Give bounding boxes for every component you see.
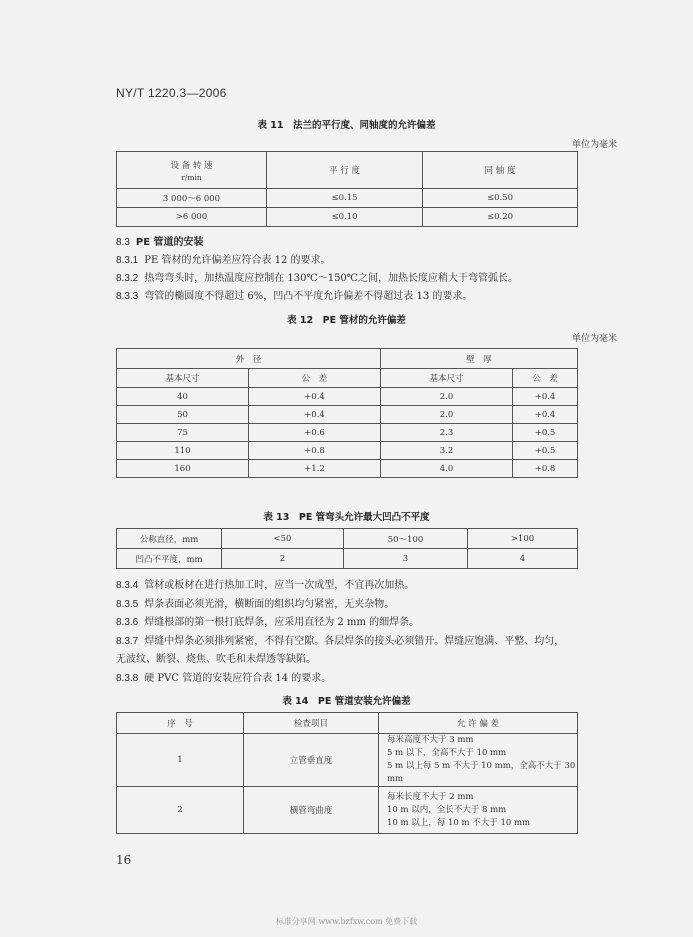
table-13-caption: 表 13 PE 管弯头允许最大凹凸不平度	[263, 512, 430, 523]
standard-number-header: NY/T 1220.3—2006	[116, 86, 227, 100]
table-cell: >6 000	[117, 208, 267, 227]
table-row	[117, 424, 578, 442]
clause-text: 焊条表面必须光滑，横断面的组织均匀紧密，无夹杂物。	[144, 599, 395, 610]
section-title: PE 管道的安装	[135, 237, 204, 248]
table-row	[117, 406, 578, 424]
clause-number: 8.3.5	[116, 599, 139, 610]
col-header-coaxiality: 同 轴 度	[423, 152, 578, 189]
clause-8-3-2	[116, 271, 586, 286]
row-header-nominal-diameter: 公称直径，mm	[117, 529, 222, 549]
table-cell: 2.3	[381, 424, 513, 442]
table-row	[117, 208, 578, 227]
clause-text: PE 管材的允许偏差应符合表 12 的要求。	[144, 255, 331, 266]
clause-text: 焊缝根部的第一根打底焊条，应采用直径为 2 mm 的细焊条。	[144, 617, 420, 628]
table-cell: +0.8	[249, 442, 381, 460]
col-header-speed-unit: r/min	[181, 172, 202, 182]
table-cell: +1.2	[249, 460, 381, 478]
clause-8-3-7	[116, 634, 586, 649]
row-header-unevenness: 凹凸不平度，mm	[117, 549, 222, 569]
clause-number: 8.3.8	[116, 673, 139, 684]
table-cell: +0.4	[513, 388, 578, 406]
table-cell: +0.8	[513, 460, 578, 478]
table-header-row	[117, 369, 578, 388]
table-cell: +0.5	[513, 442, 578, 460]
table-cell: 50～100	[344, 529, 468, 549]
table-cell: 4.0	[381, 460, 513, 478]
col-header-parallelism: 平 行 度	[267, 152, 423, 189]
deviation-line: 10 m 以内，全长不大于 8 mm	[387, 804, 507, 815]
table-cell: +0.5	[513, 424, 578, 442]
clause-8-3-5	[116, 597, 586, 612]
section-8-3-heading	[116, 235, 586, 250]
clause-number: 8.3.3	[116, 291, 139, 302]
table-cell: +0.6	[249, 424, 381, 442]
table-header-row	[117, 152, 578, 189]
table-11	[116, 151, 578, 227]
table-cell: 4	[468, 549, 578, 569]
table-row	[117, 189, 578, 208]
table-14-caption: 表 14 PE 管道安装允许偏差	[282, 696, 411, 707]
table-row	[117, 787, 578, 834]
table-cell: >100	[468, 529, 578, 549]
deviation-line: 5 m 以下，全高不大于 10 mm	[387, 748, 507, 758]
table-cell: 2.0	[381, 388, 513, 406]
col-header-basic-size: 基本尺寸	[117, 369, 249, 388]
clause-text: 焊缝中焊条必须排列紧密，不得有空隙。各层焊条的接头必须错开。焊缝应饱满、平整、均匀，	[144, 636, 565, 647]
table-cell: 3.2	[381, 442, 513, 460]
clause-text: 热弯弯头时，加热温度应控制在 130℃～150℃之间，加热长度应稍大于弯管弧长。	[144, 273, 518, 284]
table-row	[117, 442, 578, 460]
clause-number: 8.3.4	[116, 580, 139, 591]
table-12	[116, 348, 578, 478]
page-number: 16	[116, 853, 132, 867]
clause-8-3-7-continued: 无波纹、断裂、烧焦、吹毛和未焊透等缺陷。	[116, 654, 316, 665]
table-11-caption: 表 11 法兰的平行度、同轴度的允许偏差	[257, 120, 436, 131]
table-cell: 3 000～6 000	[117, 189, 267, 208]
clause-text: 硬 PVC 管道的安装应符合表 14 的要求。	[144, 673, 332, 684]
table-12-caption: 表 12 PE 管材的允许偏差	[287, 315, 406, 326]
clause-8-3-3	[116, 289, 586, 304]
table-cell: +0.4	[513, 406, 578, 424]
table-cell: 1	[117, 734, 244, 787]
table-cell: 110	[117, 442, 249, 460]
deviation-line: 每米高度不大于 3 mm	[387, 735, 474, 745]
section-number: 8.3	[116, 237, 130, 248]
table-cell: <50	[222, 529, 344, 549]
clause-8-3-1	[116, 253, 586, 268]
table-cell: 3	[344, 549, 468, 569]
table-cell: 160	[117, 460, 249, 478]
table-cell: ≤0.10	[267, 208, 423, 227]
group-header-outer-diameter: 外 径	[117, 349, 381, 369]
table-cell: 2.0	[381, 406, 513, 424]
col-header-check-item: 检查项目	[244, 713, 379, 734]
table-cell: ≤0.20	[423, 208, 578, 227]
table-14	[116, 712, 578, 834]
table-cell: ≤0.50	[423, 189, 578, 208]
watermark-footer: 标准分享网 www.bzfxw.com 免费下载	[275, 917, 418, 926]
table-11-unit: 单位为毫米	[571, 140, 617, 150]
clause-number: 8.3.6	[116, 617, 139, 628]
table-cell: 75	[117, 424, 249, 442]
table-cell: +0.4	[249, 388, 381, 406]
clause-number: 8.3.1	[116, 255, 139, 266]
clause-text: 弯管的椭圆度不得超过 6%，凹凸不平度允许偏差不得超过表 13 的要求。	[144, 291, 473, 302]
table-cell: 40	[117, 388, 249, 406]
col-header-serial-no: 序 号	[117, 713, 244, 734]
table-cell	[379, 734, 578, 787]
table-row	[117, 460, 578, 478]
col-header-allowed-deviation: 允 许 偏 差	[379, 713, 578, 734]
table-cell: 横管弯曲度	[244, 787, 379, 834]
table-12-unit: 单位为毫米	[571, 334, 617, 344]
clause-8-3-6	[116, 615, 586, 630]
table-row	[117, 734, 578, 787]
deviation-line: 每米长度不大于 2 mm	[387, 791, 474, 802]
clause-number: 8.3.2	[116, 273, 139, 284]
clause-8-3-8	[116, 671, 586, 686]
table-13	[116, 528, 578, 569]
table-cell: 2	[117, 787, 244, 834]
table-cell	[379, 787, 578, 834]
col-header-speed: 设 备 转 速	[170, 160, 213, 171]
clause-text: 管材或板材在进行热加工时，应当一次成型，不宜再次加热。	[144, 580, 415, 591]
group-header-wall-thickness: 壁 厚	[381, 349, 578, 369]
col-header-basic-size: 基本尺寸	[381, 369, 513, 388]
col-header-tolerance: 公 差	[513, 369, 578, 388]
table-header-row	[117, 713, 578, 734]
table-cell: 2	[222, 549, 344, 569]
col-header-tolerance: 公 差	[249, 369, 381, 388]
deviation-line: 5 m 以上每 5 m 不大于 10 mm，全高不大于 30 mm	[387, 761, 576, 784]
table-row	[117, 388, 578, 406]
table-header-cell	[117, 152, 267, 189]
deviation-line: 10 m 以上，每 10 m 不大于 10 mm	[387, 817, 531, 828]
table-cell: 立管垂直度	[244, 734, 379, 787]
table-cell: +0.4	[249, 406, 381, 424]
clause-8-3-4	[116, 578, 586, 593]
table-row	[117, 549, 578, 569]
clause-number: 8.3.7	[116, 636, 139, 647]
table-cell: ≤0.15	[267, 189, 423, 208]
table-group-header-row	[117, 349, 578, 369]
table-cell: 50	[117, 406, 249, 424]
table-row	[117, 529, 578, 549]
